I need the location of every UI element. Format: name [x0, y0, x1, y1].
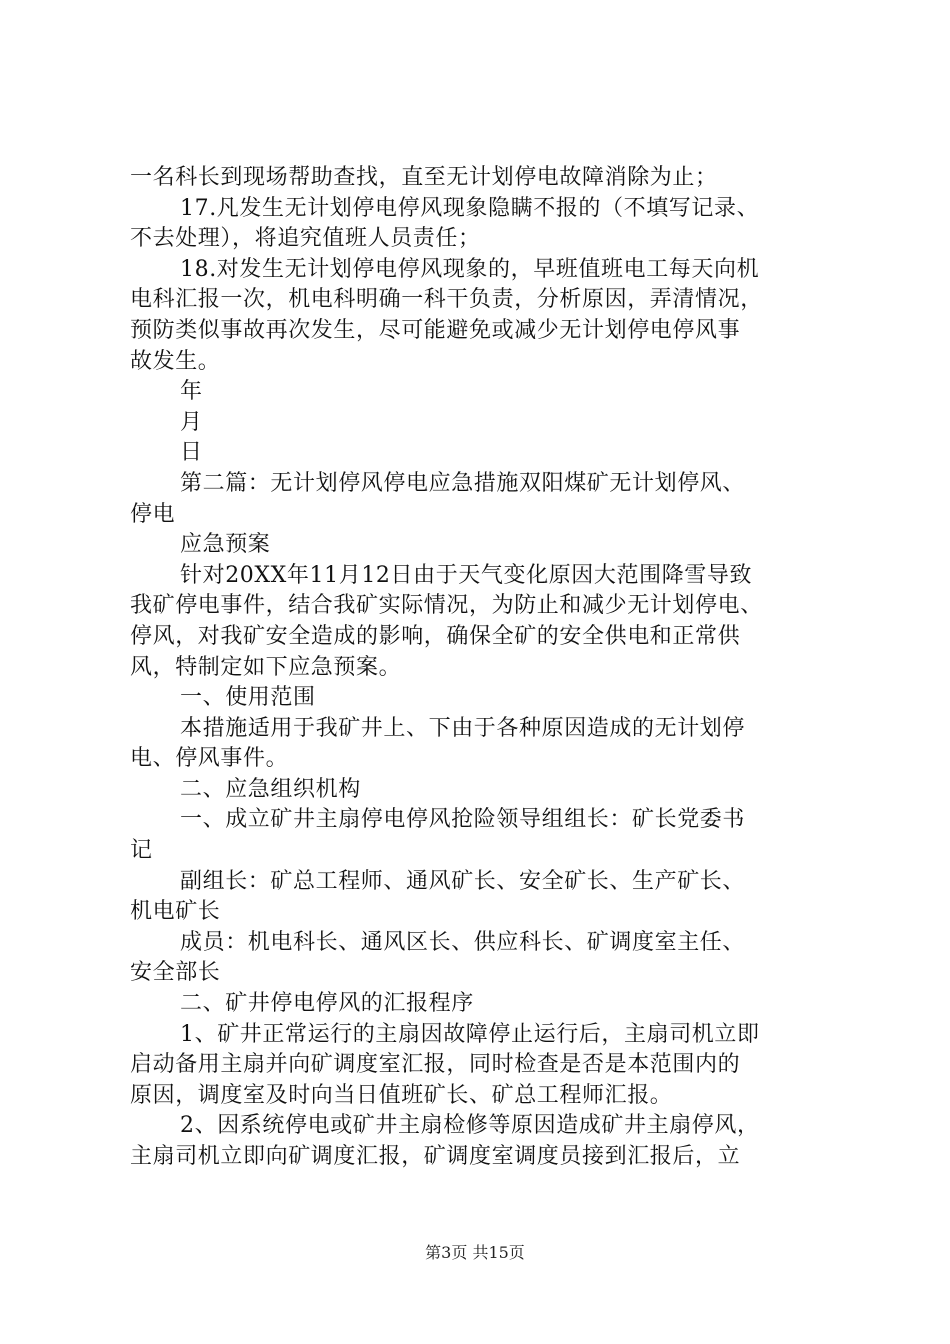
text-line: 电科汇报一次，机电科明确一科干负责，分析原因，弄清情况，	[130, 287, 763, 313]
text-line: 我矿停电事件，结合我矿实际情况，为防止和减少无计划停电、	[130, 593, 763, 619]
heading-scope: 一、使用范围	[180, 685, 316, 711]
document-body	[130, 163, 835, 1173]
section-title-continued: 停电	[130, 501, 176, 527]
text-line: 一名科长到现场帮助查找，直至无计划停电故障消除为止；	[130, 165, 718, 190]
text-line: 成员：机电科长、通风区长、供应科长、矿调度室主任、	[180, 929, 746, 955]
text-line: 副组长：矿总工程师、通风矿长、安全矿长、生产矿长、	[180, 868, 746, 894]
text-line: 2、因系统停电或矿井主扇检修等原因造成矿井主扇停风，	[180, 1113, 760, 1139]
text-line: 针对20XX年11月12日由于天气变化原因大范围降雪导致	[180, 562, 753, 588]
text-line: 17.凡发生无计划停电停风现象隐瞒不报的（不填写记录、	[180, 195, 760, 221]
text-line: 原因，调度室及时向当日值班矿长、矿总工程师汇报。	[130, 1082, 673, 1108]
date-day-label: 日	[180, 440, 203, 466]
date-year-label: 年	[180, 379, 203, 405]
section-title: 第二篇：无计划停风停电应急措施双阳煤矿无计划停风、	[180, 470, 746, 496]
text-line: 记	[130, 838, 153, 864]
text-line: 启动备用主扇并向矿调度室汇报，同时检查是否是本范围内的	[130, 1052, 741, 1078]
text-line: 安全部长	[130, 960, 221, 986]
text-line: 电、停风事件。	[130, 746, 289, 772]
heading-report-procedure: 二、矿井停电停风的汇报程序	[180, 991, 474, 1017]
text-line: 停风，对我矿安全造成的影响，确保全矿的安全供电和正常供	[130, 623, 741, 649]
text-line: 不去处理），将追究值班人员责任；	[130, 226, 481, 252]
text-line: 18.对发生无计划停电停风现象的，早班值班电工每天向机	[180, 256, 760, 282]
text-line: 故发生。	[130, 348, 221, 374]
text-line: 1、矿井正常运行的主扇因故障停止运行后，主扇司机立即	[180, 1021, 760, 1047]
heading-organization: 二、应急组织机构	[180, 776, 361, 802]
text-line: 机电矿长	[130, 899, 221, 925]
text-line: 预防类似事故再次发生，尽可能避免或减少无计划停电停风事	[130, 317, 741, 343]
date-month-label: 月	[180, 409, 203, 435]
text-line: 风，特制定如下应急预案。	[130, 654, 402, 680]
text-line: 一、成立矿井主扇停电停风抢险领导组组长：矿长党委书	[180, 807, 746, 833]
text-line: 主扇司机立即向矿调度汇报，矿调度室调度员接到汇报后，立	[130, 1144, 741, 1169]
text-line: 本措施适用于我矿井上、下由于各种原因造成的无计划停	[180, 715, 746, 741]
section-subtitle: 应急预案	[180, 532, 271, 558]
page-number-footer: 第3页 共15页	[425, 1243, 525, 1262]
